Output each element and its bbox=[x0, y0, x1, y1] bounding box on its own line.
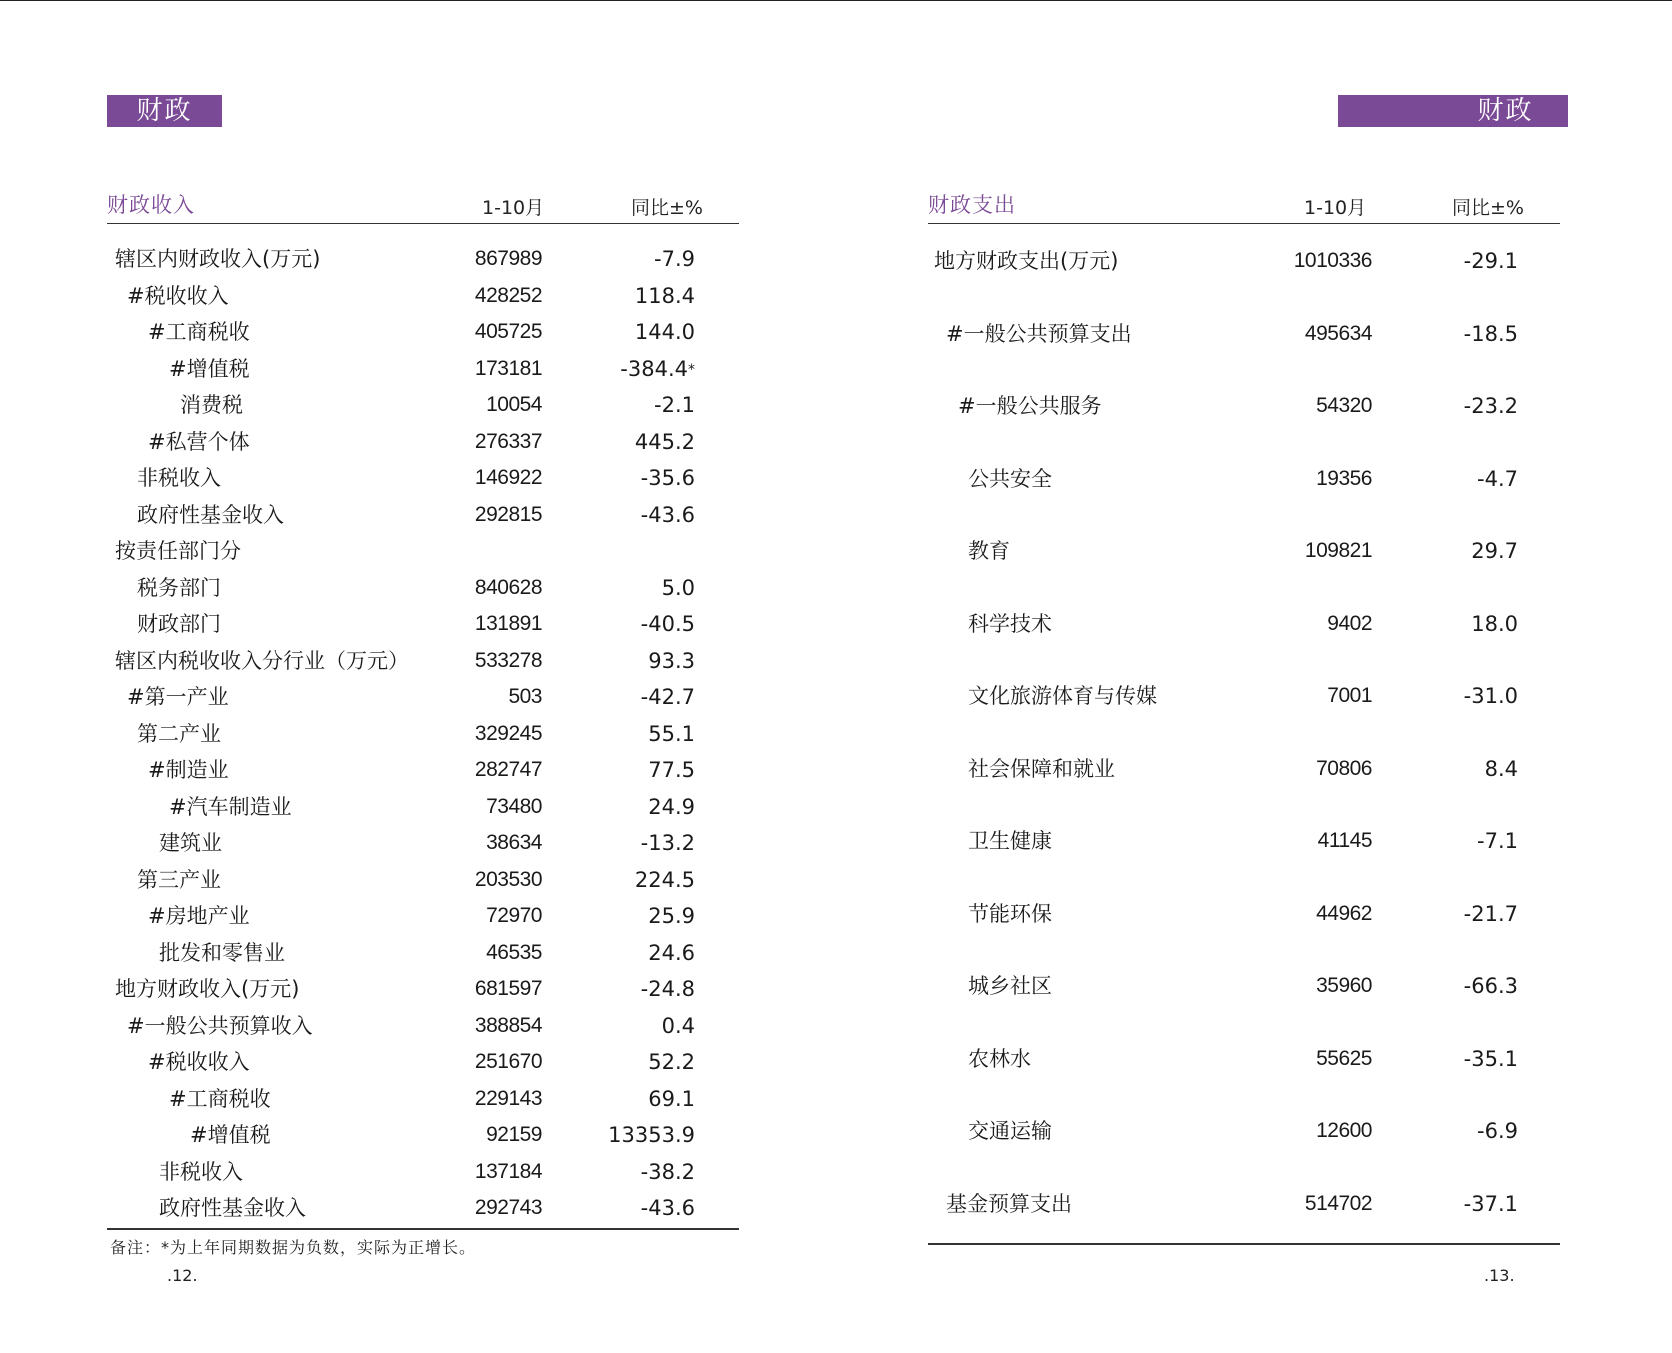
expense-section-title: 财政支出 bbox=[928, 193, 1016, 217]
row-label: #税收收入 bbox=[127, 283, 229, 308]
row-change bbox=[1390, 609, 1518, 639]
row-value: 251670 bbox=[474, 1050, 542, 1073]
table-row bbox=[107, 1047, 737, 1077]
row-label: 消费税 bbox=[180, 393, 243, 417]
table-row bbox=[107, 1193, 737, 1223]
row-change-value: 18.0 bbox=[1471, 611, 1518, 636]
row-value: 495634 bbox=[1304, 321, 1372, 345]
row-change-value: 25.9 bbox=[648, 904, 695, 928]
table-row bbox=[928, 1044, 1558, 1074]
row-label: 建筑业 bbox=[159, 831, 222, 855]
row-value: 840628 bbox=[474, 575, 542, 599]
row-value: 35960 bbox=[1316, 974, 1372, 997]
row-label: #房地产业 bbox=[148, 904, 250, 928]
row-change-value: -6.9 bbox=[1477, 1119, 1518, 1143]
table-row bbox=[928, 826, 1558, 856]
row-change-value: 77.5 bbox=[648, 758, 695, 782]
row-label: 社会保障和就业 bbox=[968, 756, 1115, 781]
row-label: #第一产业 bbox=[127, 685, 229, 709]
row-change bbox=[560, 1084, 695, 1114]
row-label: 基金预算支出 bbox=[946, 1191, 1072, 1216]
table-row bbox=[107, 1120, 737, 1150]
table-row bbox=[928, 681, 1558, 711]
row-value: 428252 bbox=[474, 283, 542, 307]
row-change bbox=[560, 500, 695, 530]
table-row bbox=[107, 609, 737, 639]
table-row bbox=[928, 609, 1558, 639]
row-change-value: 224.5 bbox=[634, 867, 695, 892]
expense-col-period: 1-10月 bbox=[1304, 197, 1367, 219]
row-label: #工商税收 bbox=[148, 320, 250, 344]
income-col-change: 同比±% bbox=[631, 197, 703, 219]
row-change-value: -24.8 bbox=[640, 977, 695, 1001]
row-value: 131891 bbox=[474, 612, 542, 635]
table-row bbox=[107, 865, 737, 895]
row-label: 科学技术 bbox=[968, 611, 1052, 636]
table-row bbox=[107, 573, 737, 603]
row-change bbox=[560, 281, 695, 311]
income-col-period: 1-10月 bbox=[482, 197, 545, 219]
row-change bbox=[1390, 1116, 1518, 1146]
row-change bbox=[560, 390, 695, 420]
row-label: 交通运输 bbox=[968, 1119, 1052, 1143]
row-value: 38634 bbox=[486, 831, 542, 854]
row-change bbox=[560, 901, 695, 931]
row-change-value: 55.1 bbox=[648, 721, 695, 746]
footnote: 备注：*为上年同期数据为负数，实际为正增长。 bbox=[110, 1238, 477, 1257]
income-header bbox=[107, 189, 739, 224]
row-label: 辖区内税收收入分行业（万元） bbox=[115, 648, 409, 673]
row-label: #一般公共预算支出 bbox=[946, 321, 1132, 346]
row-change-value: 69.1 bbox=[648, 1086, 695, 1111]
row-change bbox=[560, 974, 695, 1004]
row-change-value: -23.2 bbox=[1463, 394, 1518, 418]
row-change bbox=[1390, 681, 1518, 711]
row-value: 503 bbox=[508, 685, 542, 708]
table-row bbox=[107, 427, 737, 457]
row-change bbox=[1390, 246, 1518, 276]
row-change-value: 93.3 bbox=[648, 648, 695, 673]
row-label: 农林水 bbox=[968, 1046, 1031, 1071]
row-change-value: 24.6 bbox=[648, 940, 695, 965]
table-row bbox=[928, 319, 1558, 349]
row-value: 329245 bbox=[474, 721, 542, 745]
table-row bbox=[107, 281, 737, 311]
row-value: 54320 bbox=[1316, 394, 1372, 417]
row-label: #私营个体 bbox=[148, 429, 250, 454]
row-label: #税收收入 bbox=[148, 1050, 250, 1074]
row-change bbox=[560, 865, 695, 895]
row-change-value: 0.4 bbox=[661, 1013, 695, 1038]
row-change bbox=[560, 609, 695, 639]
row-label: 地方财政支出(万元) bbox=[934, 249, 1119, 273]
row-change bbox=[1390, 464, 1518, 494]
row-change bbox=[1390, 971, 1518, 1001]
row-change bbox=[560, 719, 695, 749]
row-value: 12600 bbox=[1316, 1119, 1372, 1142]
row-value: 292815 bbox=[474, 502, 542, 526]
row-change-value: -35.1 bbox=[1463, 1046, 1518, 1071]
row-change bbox=[560, 573, 695, 603]
row-label: #增值税 bbox=[190, 1123, 271, 1147]
row-label: 卫生健康 bbox=[968, 829, 1052, 853]
table-row bbox=[107, 536, 737, 566]
row-change bbox=[1390, 391, 1518, 421]
row-change-value: -18.5 bbox=[1463, 321, 1518, 346]
row-value: 533278 bbox=[474, 648, 542, 672]
row-change bbox=[560, 317, 695, 347]
table-row bbox=[928, 754, 1558, 784]
table-row bbox=[107, 828, 737, 858]
row-change bbox=[560, 244, 695, 274]
row-change bbox=[1390, 754, 1518, 784]
top-border bbox=[0, 0, 1672, 1]
row-value: 514702 bbox=[1304, 1191, 1372, 1215]
row-label: #一般公共服务 bbox=[958, 394, 1102, 418]
table-row bbox=[107, 938, 737, 968]
row-value: 146922 bbox=[474, 466, 542, 489]
table-row bbox=[107, 463, 737, 493]
row-label: 政府性基金收入 bbox=[159, 1196, 306, 1220]
row-change-value: -4.7 bbox=[1477, 466, 1518, 491]
row-value: 9402 bbox=[1327, 611, 1372, 635]
row-value: 292743 bbox=[474, 1196, 542, 1219]
row-change-value: 118.4 bbox=[634, 283, 695, 308]
row-change bbox=[1390, 899, 1518, 929]
table-row bbox=[928, 246, 1558, 276]
right-banner bbox=[1338, 95, 1568, 127]
row-label: 批发和零售业 bbox=[159, 940, 285, 965]
row-label: 节能环保 bbox=[968, 901, 1052, 926]
table-row bbox=[928, 899, 1558, 929]
row-change bbox=[560, 1157, 695, 1187]
row-value: 203530 bbox=[474, 867, 542, 891]
row-value: 229143 bbox=[474, 1086, 542, 1110]
row-label: 辖区内财政收入(万元) bbox=[115, 247, 321, 271]
row-change bbox=[560, 1193, 695, 1223]
row-change-value: -38.2 bbox=[640, 1159, 695, 1184]
row-change bbox=[560, 1047, 695, 1077]
table-row bbox=[107, 244, 737, 274]
row-change-value: -42.7 bbox=[640, 685, 695, 709]
table-row bbox=[107, 317, 737, 347]
expense-header bbox=[928, 189, 1560, 224]
row-change-value: -31.0 bbox=[1463, 684, 1518, 708]
row-change-value: 13353.9 bbox=[608, 1123, 695, 1147]
row-value: 72970 bbox=[486, 904, 542, 927]
row-change bbox=[560, 755, 695, 785]
row-label: 非税收入 bbox=[137, 466, 221, 490]
row-change bbox=[1390, 536, 1518, 566]
table-row bbox=[107, 682, 737, 712]
row-label: 财政部门 bbox=[137, 612, 221, 636]
row-change bbox=[560, 1011, 695, 1041]
row-label: 政府性基金收入 bbox=[137, 502, 284, 527]
row-value: 282747 bbox=[474, 758, 542, 781]
row-value: 173181 bbox=[474, 356, 542, 380]
table-row bbox=[928, 536, 1558, 566]
row-label: 地方财政收入(万元) bbox=[115, 977, 300, 1001]
row-change-value: 52.2 bbox=[648, 1050, 695, 1074]
row-change bbox=[560, 354, 695, 385]
row-label: 非税收入 bbox=[159, 1159, 243, 1184]
row-change-value: 445.2 bbox=[634, 429, 695, 454]
row-value: 681597 bbox=[474, 977, 542, 1000]
row-value: 55625 bbox=[1316, 1046, 1372, 1070]
expense-col-change: 同比±% bbox=[1452, 197, 1524, 219]
right-banner-label: 财政 bbox=[1477, 96, 1534, 126]
row-change-value: -43.6 bbox=[640, 1196, 695, 1220]
row-change-value: -7.1 bbox=[1477, 829, 1518, 853]
row-value: 109821 bbox=[1304, 539, 1372, 562]
left-banner: 财政 bbox=[107, 95, 222, 127]
row-change bbox=[560, 828, 695, 858]
row-label: 第二产业 bbox=[137, 721, 221, 746]
table-row bbox=[107, 755, 737, 785]
page-number-right: .13. bbox=[1484, 1266, 1515, 1285]
row-change-value: 8.4 bbox=[1484, 756, 1518, 781]
row-value: 405725 bbox=[474, 320, 542, 343]
table-row bbox=[928, 1189, 1558, 1219]
page-number-left: .12. bbox=[167, 1266, 198, 1285]
row-change-value: -66.3 bbox=[1463, 974, 1518, 998]
row-value: 70806 bbox=[1316, 756, 1372, 780]
row-value: 92159 bbox=[486, 1123, 542, 1146]
row-change bbox=[560, 792, 695, 822]
row-value: 46535 bbox=[486, 940, 542, 964]
row-change-value: -7.9 bbox=[654, 247, 695, 271]
row-value: 388854 bbox=[474, 1013, 542, 1037]
table-row bbox=[107, 1084, 737, 1114]
table-row bbox=[107, 390, 737, 420]
row-change bbox=[1390, 319, 1518, 349]
row-change bbox=[560, 646, 695, 676]
row-label: #汽车制造业 bbox=[169, 794, 292, 819]
row-label: 城乡社区 bbox=[968, 974, 1052, 998]
row-change-value: -37.1 bbox=[1463, 1191, 1518, 1216]
row-label: #增值税 bbox=[169, 356, 250, 381]
row-value: 137184 bbox=[474, 1159, 542, 1183]
table-row bbox=[928, 971, 1558, 1001]
row-value: 41145 bbox=[1317, 829, 1372, 852]
income-bottom-rule bbox=[107, 1228, 739, 1230]
row-value: 19356 bbox=[1316, 466, 1372, 490]
table-row bbox=[107, 901, 737, 931]
row-change bbox=[560, 463, 695, 493]
table-row bbox=[107, 354, 737, 384]
table-row bbox=[107, 1157, 737, 1187]
row-value: 7001 bbox=[1327, 684, 1372, 707]
row-value: 44962 bbox=[1316, 901, 1372, 925]
row-label: #工商税收 bbox=[169, 1086, 271, 1111]
table-row bbox=[107, 646, 737, 676]
row-label: 文化旅游体育与传媒 bbox=[968, 684, 1157, 708]
table-row bbox=[928, 464, 1558, 494]
table-row bbox=[107, 792, 737, 822]
row-change bbox=[560, 682, 695, 712]
table-row bbox=[928, 1116, 1558, 1146]
row-label: 税务部门 bbox=[137, 575, 221, 600]
row-label: 教育 bbox=[968, 539, 1010, 563]
table-row bbox=[107, 719, 737, 749]
row-value: 1010336 bbox=[1293, 249, 1372, 272]
row-change-value: 144.0 bbox=[634, 320, 695, 344]
row-change-value: -43.6 bbox=[640, 502, 695, 527]
row-label: #一般公共预算收入 bbox=[127, 1013, 313, 1038]
row-change-value: -35.6 bbox=[640, 466, 695, 490]
expense-bottom-rule bbox=[928, 1243, 1560, 1245]
row-value: 276337 bbox=[474, 429, 542, 453]
income-section-title: 财政收入 bbox=[107, 193, 195, 217]
row-change bbox=[560, 1120, 695, 1150]
row-change-value: -29.1 bbox=[1463, 249, 1518, 273]
row-change-value: -21.7 bbox=[1463, 901, 1518, 926]
table-row bbox=[928, 391, 1558, 421]
row-label: 按责任部门分 bbox=[115, 539, 241, 563]
row-label: 第三产业 bbox=[137, 867, 221, 892]
row-change bbox=[1390, 1044, 1518, 1074]
row-change-value: 29.7 bbox=[1471, 539, 1518, 563]
table-row bbox=[107, 500, 737, 530]
row-change bbox=[560, 427, 695, 457]
row-change-value: 5.0 bbox=[661, 575, 695, 600]
row-change-value: -13.2 bbox=[640, 831, 695, 855]
row-change bbox=[1390, 826, 1518, 856]
row-label: 公共安全 bbox=[968, 466, 1052, 491]
row-change bbox=[560, 938, 695, 968]
row-change-value: -384.4 bbox=[620, 356, 688, 381]
row-value: 73480 bbox=[486, 794, 542, 818]
row-value: 867989 bbox=[474, 247, 542, 270]
row-change-value: -2.1 bbox=[654, 393, 695, 417]
table-row bbox=[107, 1011, 737, 1041]
row-change bbox=[1390, 1189, 1518, 1219]
row-change-value: -40.5 bbox=[640, 612, 695, 636]
row-label: #制造业 bbox=[148, 758, 229, 782]
footnote-mark: * bbox=[688, 361, 695, 378]
row-change-value: 24.9 bbox=[648, 794, 695, 819]
row-value: 10054 bbox=[486, 393, 542, 416]
table-row bbox=[107, 974, 737, 1004]
